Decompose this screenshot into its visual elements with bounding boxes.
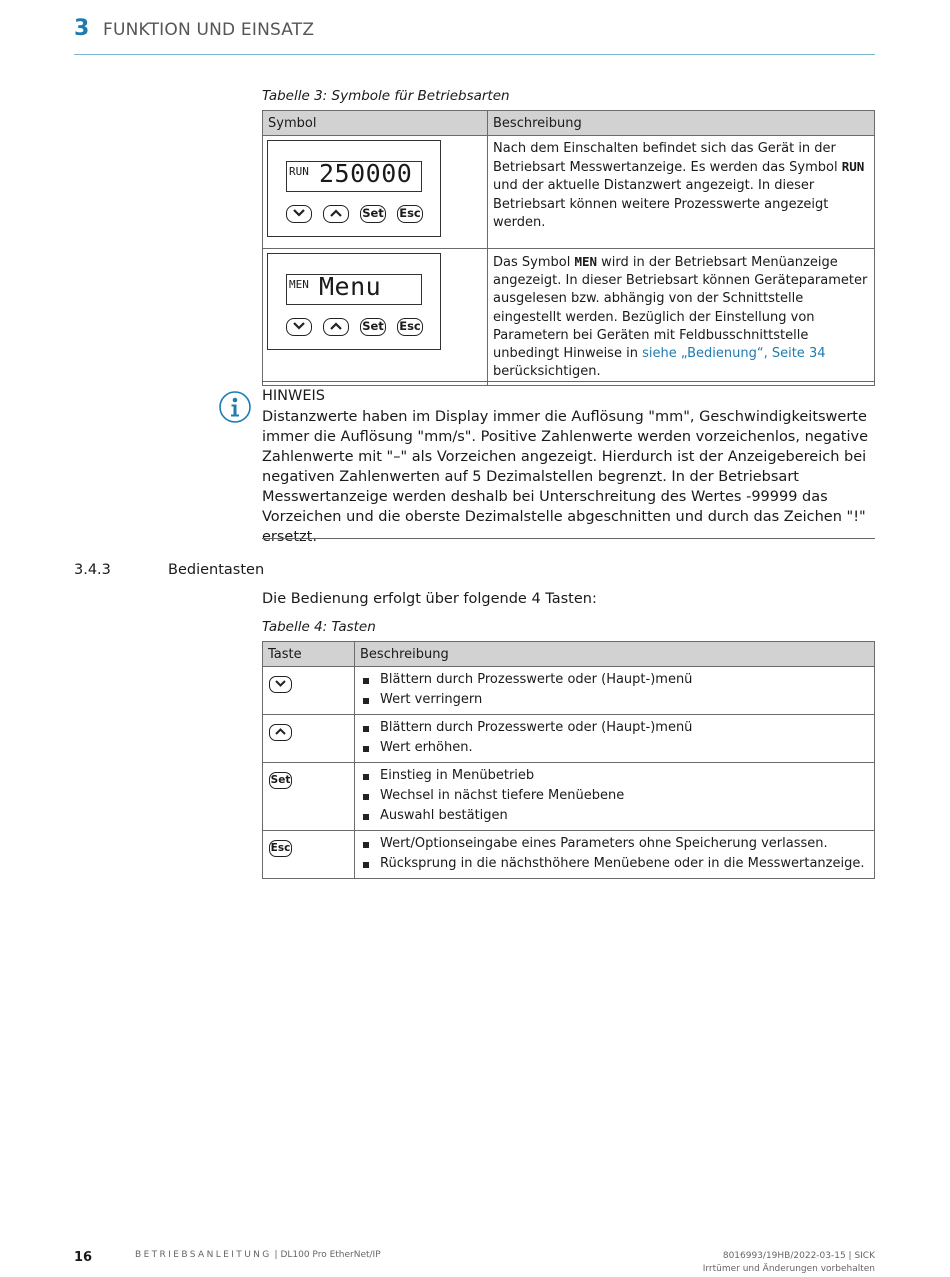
table4-caption: Tabelle 4: Tasten <box>262 619 376 635</box>
desc-text: berücksichtigen. <box>493 364 601 380</box>
table-row <box>263 249 875 386</box>
page-number: 16 <box>74 1250 93 1265</box>
device-display-illustration <box>267 140 441 237</box>
chapter-number: 3 <box>74 16 90 41</box>
operating-modes-table <box>262 110 875 386</box>
list-item: Blättern durch Prozesswerte oder (Haupt-)menü <box>360 718 869 738</box>
list-item: Wechsel in nächst tiefere Menüebene <box>360 786 869 806</box>
footer-product: | DL100 Pro EtherNet/IP <box>271 1250 381 1260</box>
footer-doc-type: BETRIEBSANLEITUNG <box>135 1250 272 1260</box>
symbol-cell <box>263 136 488 249</box>
lcd-screen <box>286 274 422 305</box>
set-key-label: Set <box>360 205 386 223</box>
chevron-up-icon <box>323 205 349 223</box>
lcd-mode-symbol: RUN <box>289 165 309 178</box>
lcd-value: 250000 <box>319 161 413 188</box>
table-row <box>263 831 875 879</box>
section-title: Bedientasten <box>168 562 265 578</box>
esc-key-label: Esc <box>269 840 292 857</box>
lcd-mode-symbol: MEN <box>289 278 309 291</box>
bullet-list <box>360 834 869 874</box>
desc-text: Das Symbol <box>493 255 575 270</box>
note-text: Distanzwerte haben im Display immer die Auflösung "mm", Geschwindigkeitswerte immer die Auflösung "mm/s". Positive Zahlenwerte werden vorzeichenlos, negative Zahlenwerte mit "–" als Vorzeichen angezeigt. Hierdurch ist der Anzeigebereich bei negativen Zahlenwerten auf 5 Dezimalstellen begrenzt. In der Betriebsart Messwertanzeige werden deshalb bei Unterschreitung des Wertes -99999 das Vorzeichen und die oberste Dezimalstelle abgeschnitten und durch das Zeichen "!" ersetzt. <box>262 409 868 545</box>
set-key-label: Set <box>360 318 386 336</box>
chevron-down-icon <box>286 205 312 223</box>
desc-symbol: RUN <box>841 159 865 175</box>
table-row <box>263 715 875 763</box>
esc-key-label: Esc <box>397 205 423 223</box>
description-cell <box>355 831 875 879</box>
list-item: Wert erhöhen. <box>360 738 869 758</box>
column-header-key: Taste <box>263 642 355 667</box>
description-cell <box>355 763 875 831</box>
desc-text: und der aktuelle Distanzwert angezeigt. In dieser Betriebsart können weitere Prozesswerte angezeigt werden. <box>493 178 829 230</box>
bullet-list <box>360 766 869 826</box>
table-row <box>263 136 875 249</box>
list-item: Auswahl bestätigen <box>360 806 869 826</box>
description-cell <box>488 249 875 386</box>
chevron-down-icon <box>286 318 312 336</box>
chevron-up-icon <box>269 724 292 741</box>
table-header-row <box>263 111 875 136</box>
section-intro: Die Bedienung erfolgt über folgende 4 Tasten: <box>262 591 597 607</box>
table-row <box>263 667 875 715</box>
keys-table <box>262 641 875 879</box>
table-header-row <box>263 642 875 667</box>
footer-doc-ref: 8016993/19HB/2022-03-15 | SICK <box>722 1251 875 1261</box>
description-cell <box>488 136 875 249</box>
chapter-title: FUNKTION UND EINSATZ <box>103 20 315 40</box>
info-icon <box>218 390 252 424</box>
column-header-description: Beschreibung <box>355 642 875 667</box>
esc-key-label: Esc <box>397 318 423 336</box>
table3-caption: Tabelle 3: Symbole für Betriebsarten <box>262 88 510 104</box>
key-cell <box>263 763 355 831</box>
key-cell <box>263 715 355 763</box>
footer-reference <box>703 1250 875 1276</box>
note-top-rule <box>262 381 875 382</box>
list-item: Rücksprung in die nächsthöhere Menüebene oder in die Messwertanzeige. <box>360 854 869 874</box>
description-cell <box>355 715 875 763</box>
column-header-symbol: Symbol <box>263 111 488 136</box>
list-item: Blättern durch Prozesswerte oder (Haupt-)menü <box>360 670 869 690</box>
device-display-illustration <box>267 253 441 350</box>
list-item: Wert/Optionseingabe eines Parameters ohne Speicherung verlassen. <box>360 834 869 854</box>
list-item: Wert verringern <box>360 690 869 710</box>
note-bottom-rule <box>262 538 875 539</box>
description-cell <box>355 667 875 715</box>
set-key-label: Set <box>269 772 292 789</box>
symbol-cell <box>263 249 488 386</box>
key-cell <box>263 667 355 715</box>
table-row <box>263 763 875 831</box>
footer-document-title <box>135 1250 381 1260</box>
note-title: HINWEIS <box>262 388 326 404</box>
page-header <box>74 16 875 55</box>
lcd-value: Menu <box>319 274 382 301</box>
lcd-screen <box>286 161 422 192</box>
desc-text: wird in der Betriebsart Menüanzeige angezeigt. In dieser Betriebsart können Geräteparameter ausgelesen bzw. abhängig von der Schnittstelle eingestellt werden. Bezüglich der Einstellung von Parametern bei Geräten mit Feldbusschnittstelle unbedingt Hinweise in <box>493 255 868 362</box>
bullet-list <box>360 670 869 710</box>
list-item: Einstieg in Menübetrieb <box>360 766 869 786</box>
footer-disclaimer: Irrtümer und Änderungen vorbehalten <box>702 1264 875 1274</box>
key-cell <box>263 831 355 879</box>
section-number: 3.4.3 <box>74 562 111 578</box>
bullet-list <box>360 718 869 758</box>
column-header-description: Beschreibung <box>488 111 875 136</box>
desc-symbol: MEN <box>574 254 598 269</box>
desc-text: Nach dem Einschalten befindet sich das Gerät in der Betriebsart Messwertanzeige. Es werden das Symbol <box>493 141 842 176</box>
chevron-down-icon <box>269 676 292 693</box>
chevron-up-icon <box>323 318 349 336</box>
cross-reference-link[interactable]: siehe „Bedienung“, Seite 34 <box>642 346 826 362</box>
